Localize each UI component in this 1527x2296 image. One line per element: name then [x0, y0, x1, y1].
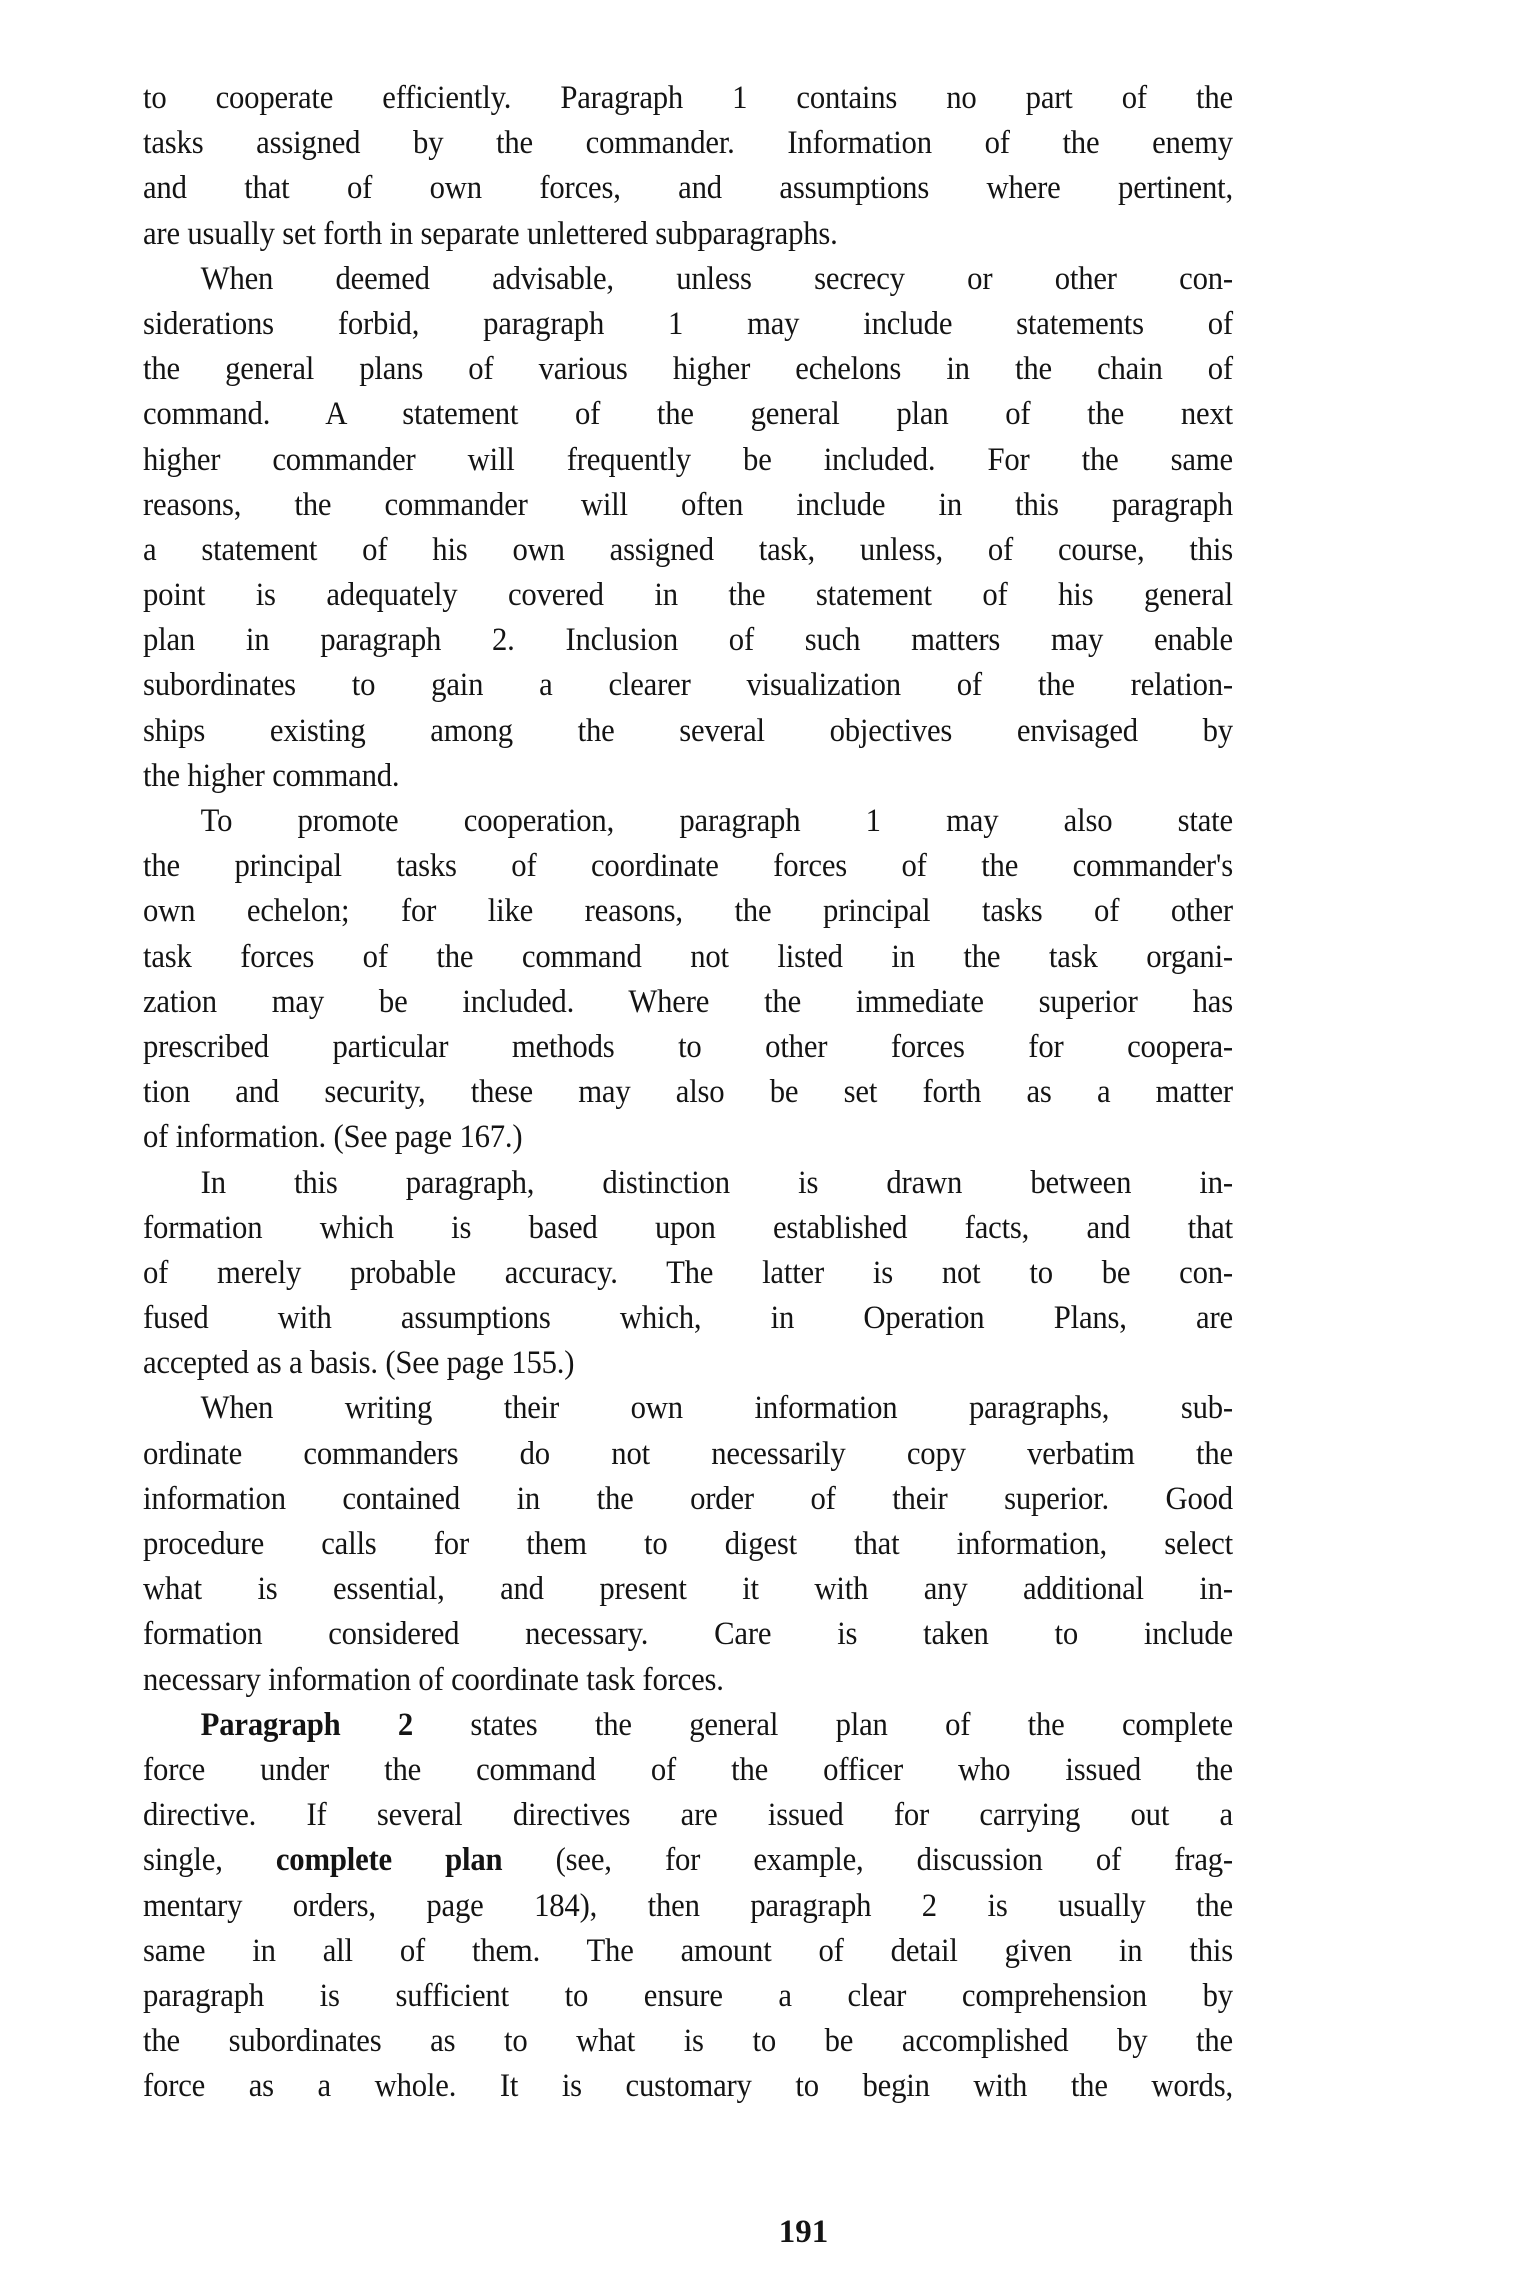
text-line: formation considered necessary. Care is taken to include: [143, 1616, 1233, 1653]
bold-term: Paragraph 2: [200, 1706, 414, 1743]
text-line: prescribed particular methods to other forces for coopera-: [143, 1028, 1233, 1065]
paragraph-cooperation: [143, 799, 1233, 1161]
text-line: In this paragraph, distinction is drawn between in-: [200, 1164, 1233, 1201]
text-line: plan in paragraph 2. Inclusion of such matters may enable: [143, 622, 1233, 659]
text-line: ordinate commanders do not necessarily copy verbatim the: [143, 1435, 1233, 1472]
text-line: task forces of the command not listed in the task organi-: [143, 938, 1233, 975]
text-line: directive. If several directives are issued for carrying out a: [143, 1797, 1233, 1834]
text-line: necessary information of coordinate task forces.: [143, 1661, 724, 1698]
text-line: siderations forbid, paragraph 1 may include statements of: [143, 305, 1233, 342]
text-line: point is adequately covered in the statement of his general: [143, 577, 1233, 614]
text-line: procedure calls for them to digest that information, select: [143, 1526, 1233, 1562]
text-line: fused with assumptions which, in Operation Plans, are: [143, 1300, 1233, 1337]
bold-term: complete plan: [275, 1842, 503, 1879]
text-line: force under the command of the officer who issued the: [143, 1751, 1233, 1788]
text-line: Paragraph 2 states the general plan of the complete: [200, 1706, 1233, 1743]
paragraph-higher-echelons: [143, 257, 1233, 799]
text-line: same in all of them. The amount of detail given in this: [143, 1932, 1233, 1969]
page-body: [143, 76, 1233, 2109]
paragraph-subordinate-info: [143, 1386, 1233, 1702]
text-line: to cooperate efficiently. Paragraph 1 contains no part of the: [143, 80, 1233, 116]
paragraph-distinction: [143, 1161, 1233, 1387]
text-line: subordinates to gain a clearer visualization of the relation-: [143, 667, 1233, 704]
text-line: mentary orders, page 184), then paragraph 2 is usually the: [143, 1887, 1233, 1924]
text-line: the general plans of various higher echelons in the chain of: [143, 351, 1233, 388]
text-line: what is essential, and present it with any additional in-: [143, 1571, 1233, 1608]
text-line: paragraph is sufficient to ensure a clear comprehension by: [143, 1977, 1233, 2014]
text-line: force as a whole. It is customary to begin with the words,: [143, 2068, 1233, 2105]
text-line: higher commander will frequently be included. For the same: [143, 441, 1233, 478]
page-number: 191: [778, 2214, 829, 2250]
text-line: zation may be included. Where the immediate superior has: [143, 983, 1233, 1020]
paragraph-general-plan: [143, 1703, 1233, 2110]
text-line: own echelon; for like reasons, the principal tasks of other: [143, 893, 1233, 930]
text-line: ships existing among the several objectives envisaged by: [143, 712, 1233, 749]
text-line: the higher command.: [143, 757, 400, 794]
text-line: a statement of his own assigned task, unless, of course, this: [143, 531, 1233, 568]
text-line: When writing their own information paragraphs, sub-: [200, 1390, 1233, 1427]
text-line: reasons, the commander will often include in this paragraph: [143, 486, 1233, 523]
text-line: and that of own forces, and assumptions where pertinent,: [143, 170, 1233, 207]
text-line: are usually set forth in separate unlettered subparagraphs.: [143, 215, 838, 252]
paragraph-continued: [143, 76, 1233, 257]
text-line: the subordinates as to what is to be accomplished by the: [143, 2023, 1233, 2060]
text-line: To promote cooperation, paragraph 1 may also state: [200, 803, 1233, 839]
text-line: accepted as a basis. (See page 155.): [143, 1345, 575, 1382]
text-line: When deemed advisable, unless secrecy or other con-: [200, 260, 1233, 297]
text-line: of information. (See page 167.): [143, 1119, 523, 1156]
text-line: command. A statement of the general plan of the next: [143, 396, 1233, 433]
text-line: single, complete plan (see, for example, discussion of frag-: [143, 1842, 1233, 1879]
text-line: of merely probable accuracy. The latter is not to be con-: [143, 1254, 1233, 1291]
text-line: information contained in the order of their superior. Good: [143, 1480, 1233, 1517]
text-line: tasks assigned by the commander. Information of the enemy: [143, 125, 1233, 162]
text-line: the principal tasks of coordinate forces of the commander's: [143, 848, 1233, 885]
text-line: tion and security, these may also be set forth as a matter: [143, 1074, 1233, 1111]
text-line: formation which is based upon established facts, and that: [143, 1209, 1233, 1246]
